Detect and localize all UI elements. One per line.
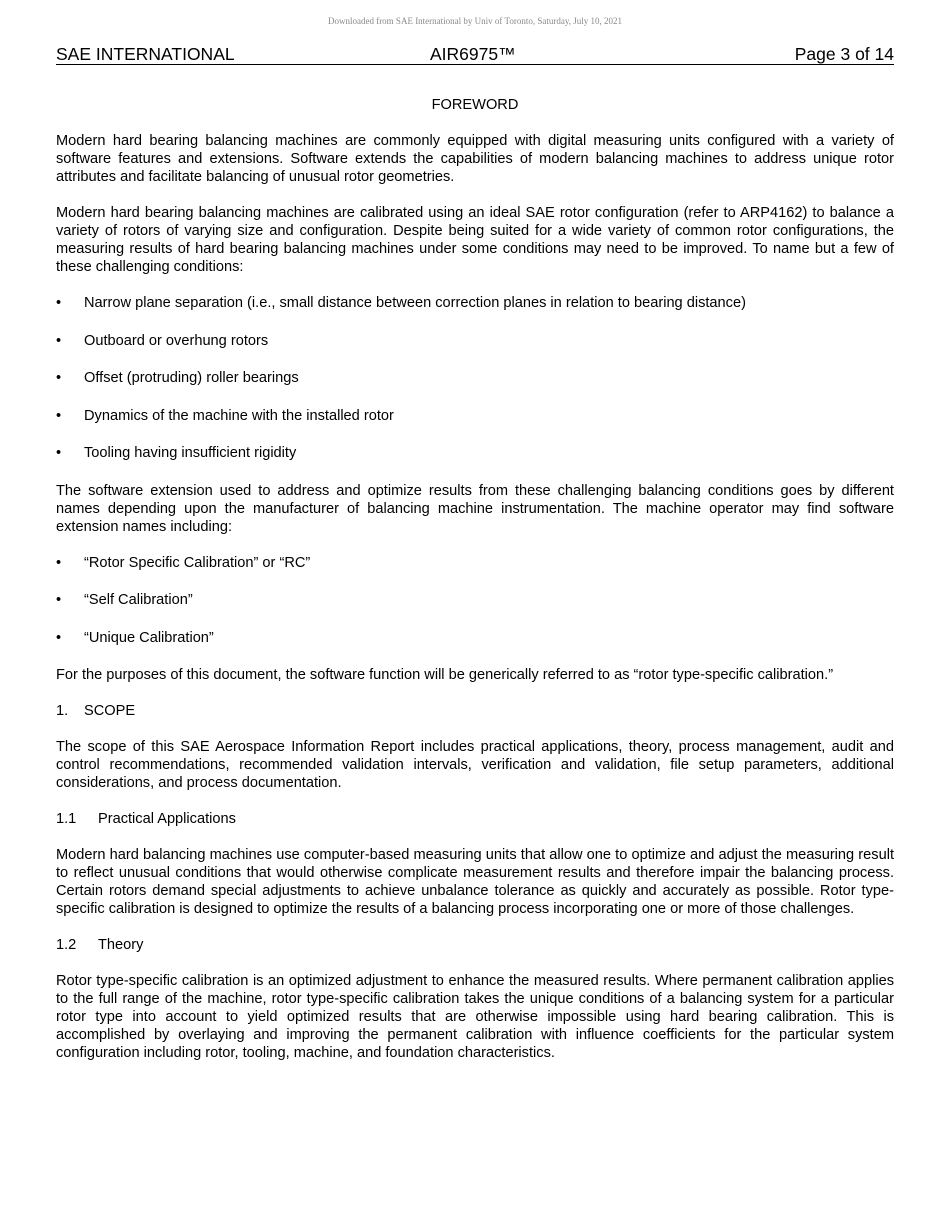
conditions-list: [56, 294, 894, 462]
section-number: 1.1: [56, 811, 77, 827]
foreword-paragraph-2: Modern hard bearing balancing machines are calibrated using an ideal SAE rotor configuration (refer to ARP4162) to balance a variety of rotors of varying size and configuration. Despite being suited for a wide variety of common rotor configurations, the measuring results of hard bearing balancing machines under some conditions may need to be improved. To name but a few of these challenging conditions:: [56, 205, 894, 275]
section-number: 1.: [56, 703, 69, 719]
bullet-icon: •: [56, 370, 62, 386]
list-item: [56, 591, 894, 609]
bullet-icon: •: [56, 592, 62, 608]
bullet-icon: •: [56, 295, 62, 311]
section-title: Theory: [98, 937, 144, 953]
list-item-text: “Rotor Specific Calibration” or “RC”: [84, 554, 311, 571]
foreword-heading: FOREWORD: [431, 97, 519, 113]
bullet-icon: •: [56, 445, 62, 461]
header-doc-id: AIR6975™: [430, 44, 516, 64]
scope-paragraph: The scope of this SAE Aerospace Information Report includes practical applications, theory, process management, audit and control recommendations, recommended validation intervals, verification and validation, file setup parameters, additional considerations, and process documentation.: [56, 739, 894, 791]
header-publisher: SAE INTERNATIONAL: [56, 44, 235, 64]
list-item: [56, 444, 894, 462]
bullet-icon: •: [56, 407, 62, 424]
foreword-paragraph-1: Modern hard bearing balancing machines are commonly equipped with digital measuring units configured with a variety of software features and extensions. Software extends the capabilities of modern balancing machines to address unique rotor attributes and facilitate balancing of unusual rotor geometries.: [56, 133, 894, 185]
list-item: [56, 369, 894, 387]
list-item-text: Offset (protruding) roller bearings: [84, 370, 299, 386]
list-item: [56, 332, 894, 350]
list-item-text: “Self Calibration”: [84, 592, 193, 608]
foreword-paragraph-3: The software extension used to address and optimize results from these challenging balancing conditions goes by different names depending upon the manufacturer of balancing machine instrumentation. The machine operator may find software extension names including:: [56, 482, 894, 535]
list-item-text: Tooling having insufficient rigidity: [84, 445, 297, 461]
section-heading-scope: [56, 702, 894, 720]
section-title: SCOPE: [84, 703, 136, 719]
bullet-icon: •: [56, 554, 62, 571]
list-item: [56, 629, 894, 647]
list-item-text: Dynamics of the machine with the installed rotor: [84, 407, 394, 424]
download-watermark: Downloaded from SAE International by Univ of Toronto, Saturday, July 10, 2021: [327, 16, 623, 26]
header-page-number: Page 3 of 14: [794, 44, 894, 64]
list-item-text: Narrow plane separation (i.e., small distance between correction planes in relation to bearing distance): [84, 295, 746, 311]
theory-paragraph: Rotor type-specific calibration is an optimized adjustment to enhance the measured results. Where permanent calibration applies to the full range of the machine, rotor type-specific calibration takes the unique conditions of a balancing system for a particular rotor type into account to yield optimized results that are otherwise impossible using hard bearing calibration. This is accomplished by overlaying and improving the permanent calibration with influence coefficients for the particular system configuration including rotor, tooling, machine, and foundation characteristics.: [56, 973, 894, 1061]
list-item-text: Outboard or overhung rotors: [84, 332, 269, 349]
foreword-paragraph-4: For the purposes of this document, the software function will be generically referred to as “rotor type-specific calibration.”: [56, 667, 834, 683]
document-body: [56, 96, 894, 1080]
page-header: [56, 43, 894, 65]
section-heading-practical-applications: [56, 810, 894, 828]
software-names-list: [56, 554, 894, 647]
list-item: [56, 407, 894, 425]
list-item: [56, 294, 894, 312]
list-item: [56, 554, 894, 572]
practical-applications-paragraph: Modern hard balancing machines use computer-based measuring units that allow one to optimize and adjust the measuring result to reflect unusual conditions that would otherwise complicate measurement results and therefore impair the balancing process. Certain rotors demand special adjustments to achieve unbalance tolerance as quickly and accurately as possible. Rotor type-specific calibration is designed to optimize the results of a balancing process incorporating one or more of those challenges.: [56, 847, 894, 917]
bullet-icon: •: [56, 332, 62, 349]
bullet-icon: •: [56, 629, 62, 646]
section-heading-theory: [56, 936, 894, 954]
section-number: 1.2: [56, 937, 77, 953]
section-title: Practical Applications: [98, 811, 236, 827]
list-item-text: “Unique Calibration”: [84, 629, 214, 646]
